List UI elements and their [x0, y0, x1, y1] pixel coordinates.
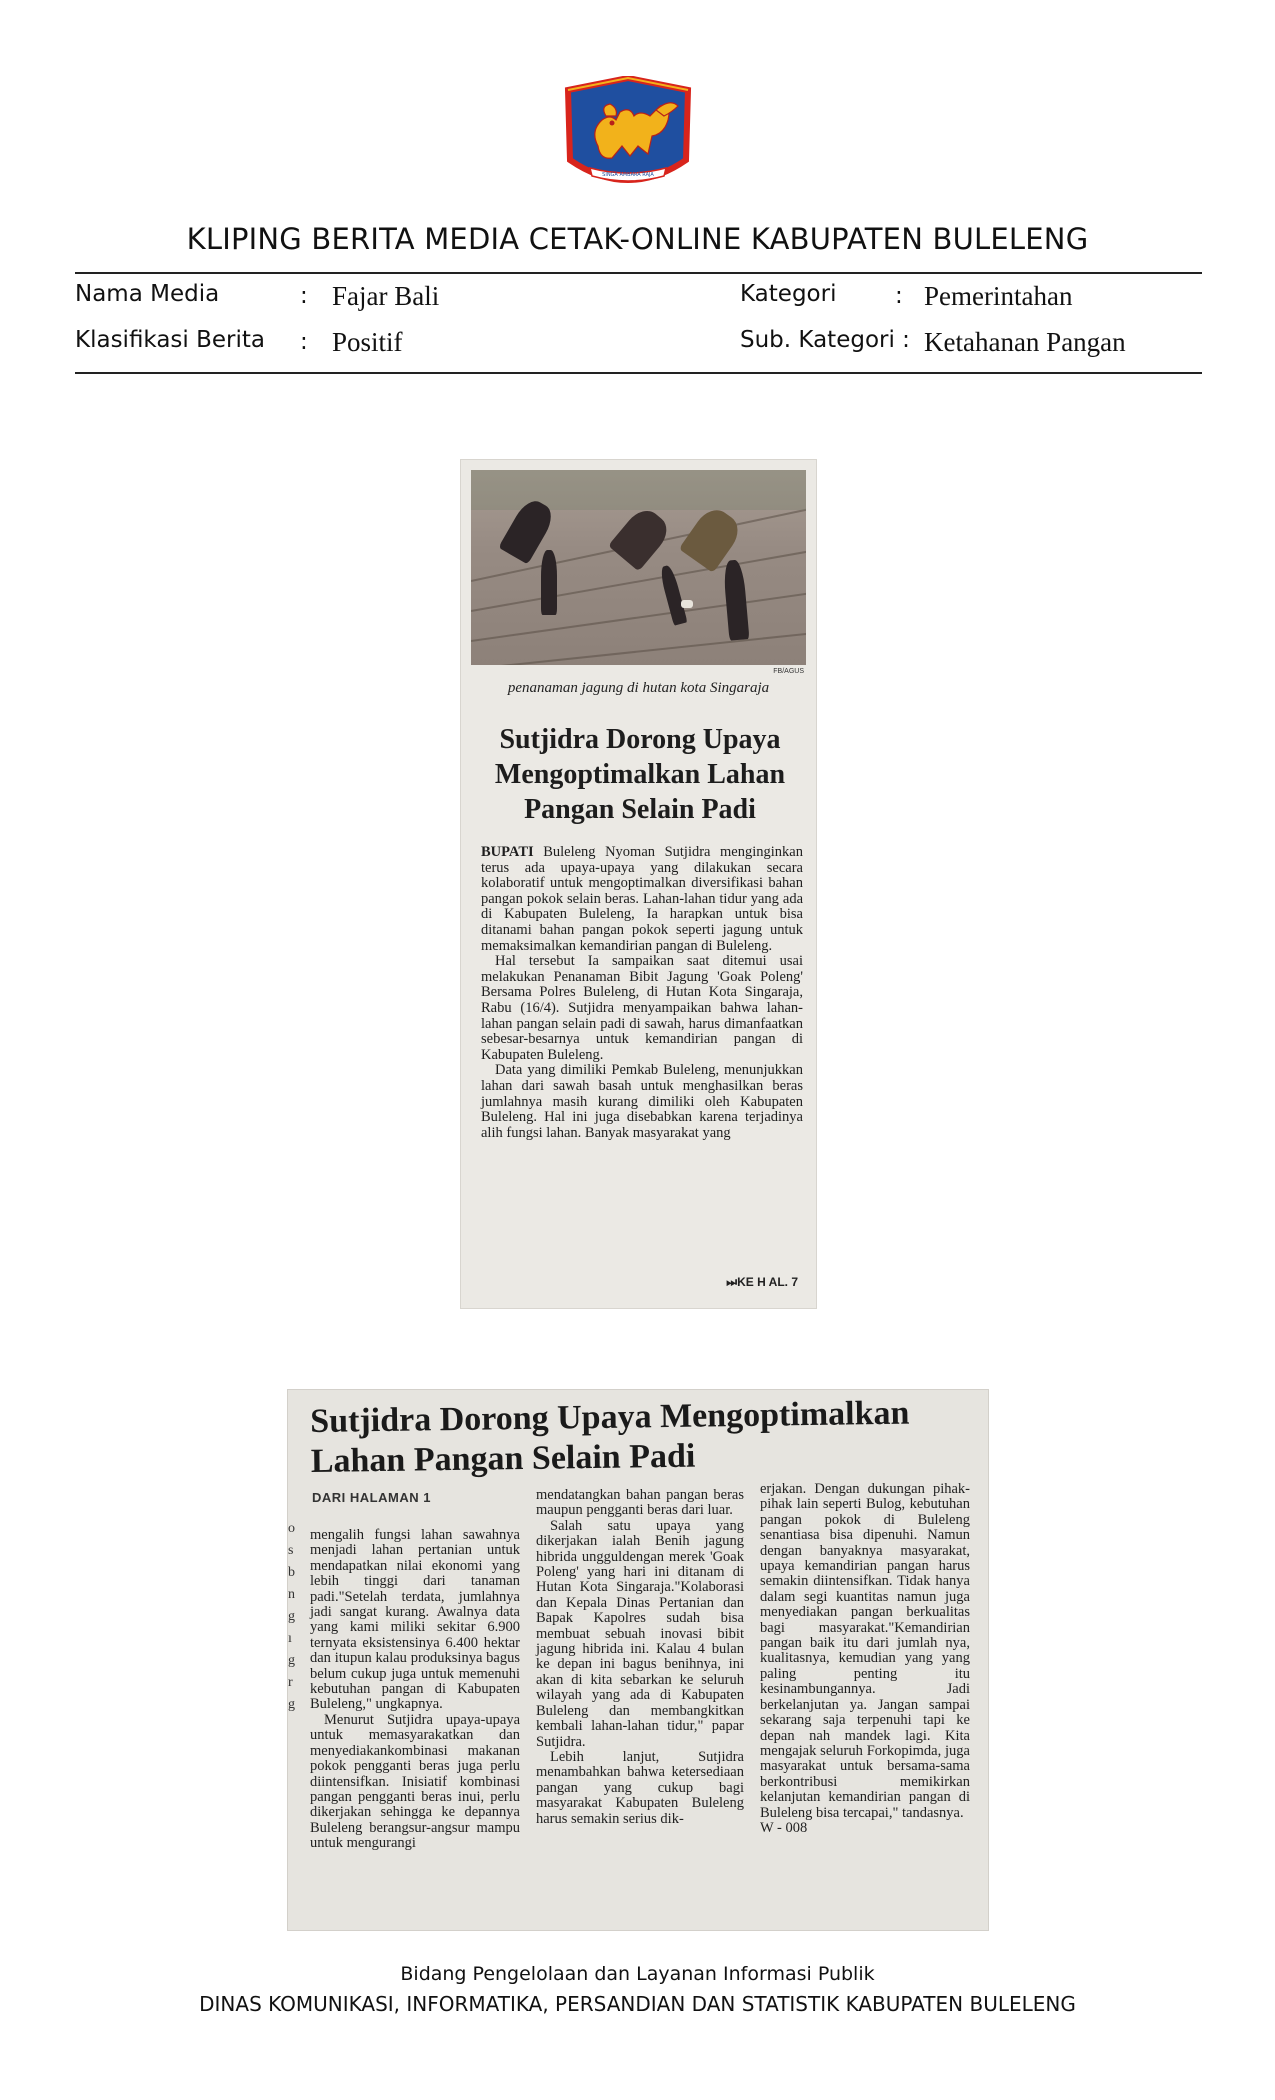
- footer-division: Bidang Pengelolaan dan Layanan Informasi Publik: [400, 1963, 875, 1985]
- lead-word: BUPATI: [481, 844, 534, 860]
- column-2: [536, 1488, 744, 1827]
- logo-ribbon: SINGA AMBARA RAJA: [602, 172, 654, 178]
- author-code: W - 008: [760, 1819, 808, 1836]
- kategori-value: Pemerintahan: [924, 281, 1073, 311]
- page-title: KLIPING BERITA MEDIA CETAK-ONLINE KABUPATEN BULELENG: [186, 222, 1089, 256]
- column-paragraph: Menurut Sutjidra upaya-upaya untuk memasyarakatkan dan menyediakankombinasi makanan pokok pengganti beras juga perlu diintensifkan. Inisiatif kombinasi pangan pengganti beras inui, perlu dikerjakan sehingga ke depannya Buleleng berangsur-angsur mampu untuk mengurangi: [310, 1711, 520, 1852]
- continued-label: ⏭KE H AL. 7: [726, 1275, 798, 1289]
- continuation-headline: Sutjidra Dorong Upaya Mengoptimalkan Lahan Pangan Selain Padi: [310, 1394, 910, 1480]
- klasifikasi-colon: :: [300, 329, 308, 355]
- column-paragraph: mengalih fungsi lahan sawahnya menjadi lahan pertanian untuk mendapatkan nilai ekonomi yang lebih tinggi dari tanaman padi."Setelah terdata, jumlahnya jadi sangat kurang. Awalnya data yang kami miliki sekitar 6.900 ternyata eksistensinya 6.400 hektar dan itupun kalau produksinya bagus belum cukup juga untuk memenuhi kebutuhan pangan di Kabupaten Buleleng," ungkapnya.: [310, 1527, 520, 1713]
- media-colon: :: [300, 283, 308, 309]
- column-3: [760, 1482, 970, 1836]
- article-paragraph: Hal tersebut Ia sampaikan saat ditemui usai melakukan Penanaman Bibit Jagung 'Goak Poleng' Bersama Polres Buleleng, di Hutan Kota Singaraja, Rabu (16/4). Sutjidra menyampaikan bahwa lahan-lahan pangan selain padi di sawah, harus dimanfaatkan sebesar-besarnya untuk kemandirian pangan di Kabupaten Buleleng.: [481, 953, 803, 1063]
- from-page-label: DARI HALAMAN 1: [312, 1490, 431, 1505]
- adjacent-column-edge: o s b n g ı g r g: [288, 1521, 295, 1712]
- divider-bottom: [75, 372, 1202, 374]
- article-paragraph: Data yang dimiliki Pemkab Buleleng, menunjukkan lahan dari sawah basah untuk menghasilkan beras jumlahnya masih kurang dimiliki oleh Kabupaten Buleleng. Hal ini juga disebabkan karena terjadinya alih fungsi lahan. Banyak masyarakat yang: [481, 1062, 803, 1141]
- photo-credit: FB/AGUS: [773, 668, 804, 675]
- klasifikasi-value: Positif: [332, 327, 403, 357]
- column-paragraph: Salah satu upaya yang dikerjakan ialah Benih jagung hibrida ungguldengan merek 'Goak Poleng' yang hari ini ditanam di Hutan Kota Singaraja."Kolaborasi dan Kepala Dinas Pertanian dan Bapak Kapolres sudah bisa membuat sebuah inovasi bibit jagung hibrida ini. Kalau 4 bulan ke depan ini bagus benihnya, ini akan di kita sebarkan ke seluruh wilayah yang ada di Kabupaten Buleleng dan membangkitkan kembali lahan-lahan tidur," papar Sutjidra.: [536, 1517, 744, 1750]
- column-1: [310, 1528, 520, 1852]
- footer-department: DINAS KOMUNIKASI, INFORMATIKA, PERSANDIAN DAN STATISTIK KABUPATEN BULELENG: [199, 1992, 1076, 2016]
- divider-top: [75, 272, 1202, 274]
- klasifikasi-label: Klasifikasi Berita: [75, 327, 266, 353]
- news-clipping-continuation: [288, 1390, 988, 1930]
- column-paragraph: mendatangkan bahan pangan beras maupun pengganti beras dari luar.: [536, 1487, 744, 1519]
- photo-caption: penanaman jagung di hutan kota Singaraja: [507, 680, 770, 696]
- news-clipping-front: [461, 460, 816, 1308]
- column-paragraph: erjakan. Dengan dukungan pihak-pihak lain seperti Bulog, kebutuhan pangan pokok di Buleleng senantiasa bisa dipenuhi. Namun dengan banyaknya masyarakat, upaya kemandirian pangan harus semakin diintensifkan. Tidak hanya dalam segi kuantitas namun juga menyediakan pangan berkualitas bagi masyarakat."Kemandirian pangan baik itu dari jumlah nya, kualitasnya, kemudian yang yang paling penting itu kesinambungannya. Jadi berkelanjutan ya. Jangan sampai sekarang saja terpenuhi tapi ke depan nah mandek lagi. Kita mengajak seluruh Forkopimda, juga masyarakat untuk bersama-sama berkontribusi memikirkan kelanjutan kemandirian pangan di Buleleng bisa tercapai," tandasnya.: [760, 1481, 970, 1821]
- kategori-label: Kategori: [740, 281, 837, 307]
- article-headline: Sutjidra Dorong Upaya Mengoptimalkan Lahan Pangan Selain Padi: [494, 724, 786, 825]
- article-body: [481, 845, 803, 1141]
- media-value: Fajar Bali: [332, 281, 440, 311]
- article-paragraph: BUPATI Buleleng Nyoman Sutjidra menginginkan terus ada upaya-upaya yang dilakukan secara kolaboratif untuk mengoptimalkan diversifikasi bahan pangan pokok selain beras. Lahan-lahan tidur yang ada di Kabupaten Buleleng, Ia harapkan untuk bisa ditanami bahan pangan pokok seperti jagung untuk memaksimalkan kemandirian pangan di Buleleng.: [481, 844, 803, 954]
- column-paragraph: Lebih lanjut, Sutjidra menambahkan bahwa ketersediaan pangan yang cukup bagi masyarakat Kabupaten Buleleng harus semakin serius dik-: [536, 1748, 744, 1827]
- subkategori-value: Ketahanan Pangan: [924, 327, 1126, 357]
- subkategori-label: Sub. Kategori :: [740, 327, 910, 353]
- corn-planting-photo: [471, 470, 806, 665]
- buleleng-crest-logo: [560, 76, 696, 200]
- media-label: Nama Media: [75, 281, 220, 307]
- kategori-colon: :: [895, 283, 903, 309]
